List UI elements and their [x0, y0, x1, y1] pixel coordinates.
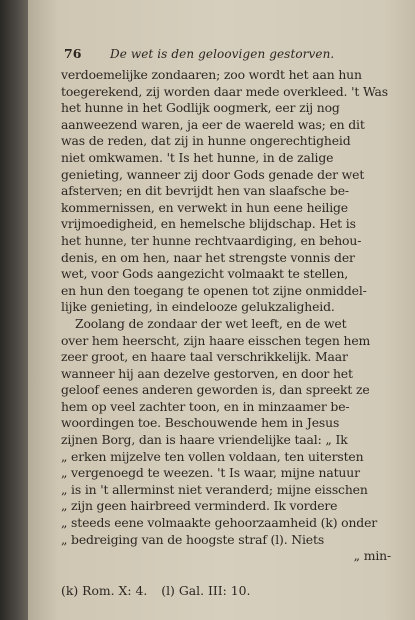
text-line: kommernissen, en verwekt in hun eene heilige: [61, 199, 348, 215]
book-page: [28, 0, 415, 620]
text-line: zijnen Borg, dan is haare vriendelijke taal: „ Ik: [61, 432, 348, 448]
text-line: over hem heerscht, zijn haare eisschen tegen hem: [61, 332, 371, 348]
page-header: [64, 46, 404, 66]
footnote-k: (k) Rom. X: 4.: [61, 583, 148, 598]
text-line: was de reden, dat zij in hunne ongerechtigheid: [61, 133, 351, 149]
text-line: „ is in 't allerminst niet veranderd; mijne eisschen: [61, 481, 368, 497]
text-line: „ bedreiging van de hoogste straf (l). Niets: [61, 531, 325, 547]
text-line: geloof eenes anderen geworden is, dan spreekt ze: [61, 382, 370, 398]
text-line: wet, voor Gods aangezicht volmaakt te stellen,: [61, 266, 349, 282]
text-line: „ steeds eene volmaakte gehoorzaamheid (k) onder: [61, 515, 378, 531]
text-line: aanweezend waren, ja eer de waereld was; en dit: [61, 116, 365, 132]
text-line: „ erken mijzelve ten vollen voldaan, ten uitersten: [61, 448, 364, 464]
text-line: en hun den toegang te openen tot zijne onmiddel-: [61, 282, 367, 298]
text-line: genieting, wanneer zij door Gods genade der wet: [61, 166, 365, 182]
text-line: lijke genieting, in eindelooze gelukzaligheid.: [61, 299, 335, 315]
text-line: toegerekend, zij worden daar mede overkleed. 't Was: [61, 83, 388, 99]
text-line: „ vergenoegd te weezen. 't Is waar, mijne natuur: [61, 465, 360, 481]
text-line: het hunne, ter hunne rechtvaardiging, en behou-: [61, 232, 362, 248]
text-line: zeer groot, en haare taal verschrikkelijk. Maar: [61, 349, 348, 365]
text-line: denis, en om hen, naar het strengste vonnis der: [61, 249, 355, 265]
text-line: vrijmoedigheid, en hemelsche blijdschap. Het is: [61, 216, 356, 232]
catchword-line: „ min-: [353, 548, 391, 564]
paragraph-start-line: Zoolang de zondaar der wet leeft, en de wet: [75, 315, 347, 331]
text-line: afsterven; en dit bevrijdt hen van slaafsche be-: [61, 183, 349, 199]
text-line: het hunne in het Godlijk oogmerk, eer zij nog: [61, 100, 340, 116]
page-body: [61, 67, 397, 565]
text-line: niet omkwamen. 't Is het hunne, in de zalige: [61, 149, 334, 165]
text-line: hem op veel zachter toon, en in minzaamer be-: [61, 398, 350, 414]
text-line: verdoemelijke zondaaren; zoo wordt het aan hun: [61, 67, 362, 82]
running-head: De wet is den geloovigen gestorven.: [110, 47, 335, 61]
text-line: „ zijn geen hairbreed verminderd. Ik vordere: [61, 498, 338, 514]
book-spine-shadow: [0, 0, 28, 620]
text-line: wanneer hij aan dezelve gestorven, en door het: [61, 365, 353, 381]
footnotes: [61, 583, 250, 598]
page-number: 76: [64, 46, 82, 61]
footnote-l: (l) Gal. III: 10.: [161, 583, 251, 598]
text-line: woordingen toe. Beschouwende hem in Jesus: [61, 415, 340, 431]
